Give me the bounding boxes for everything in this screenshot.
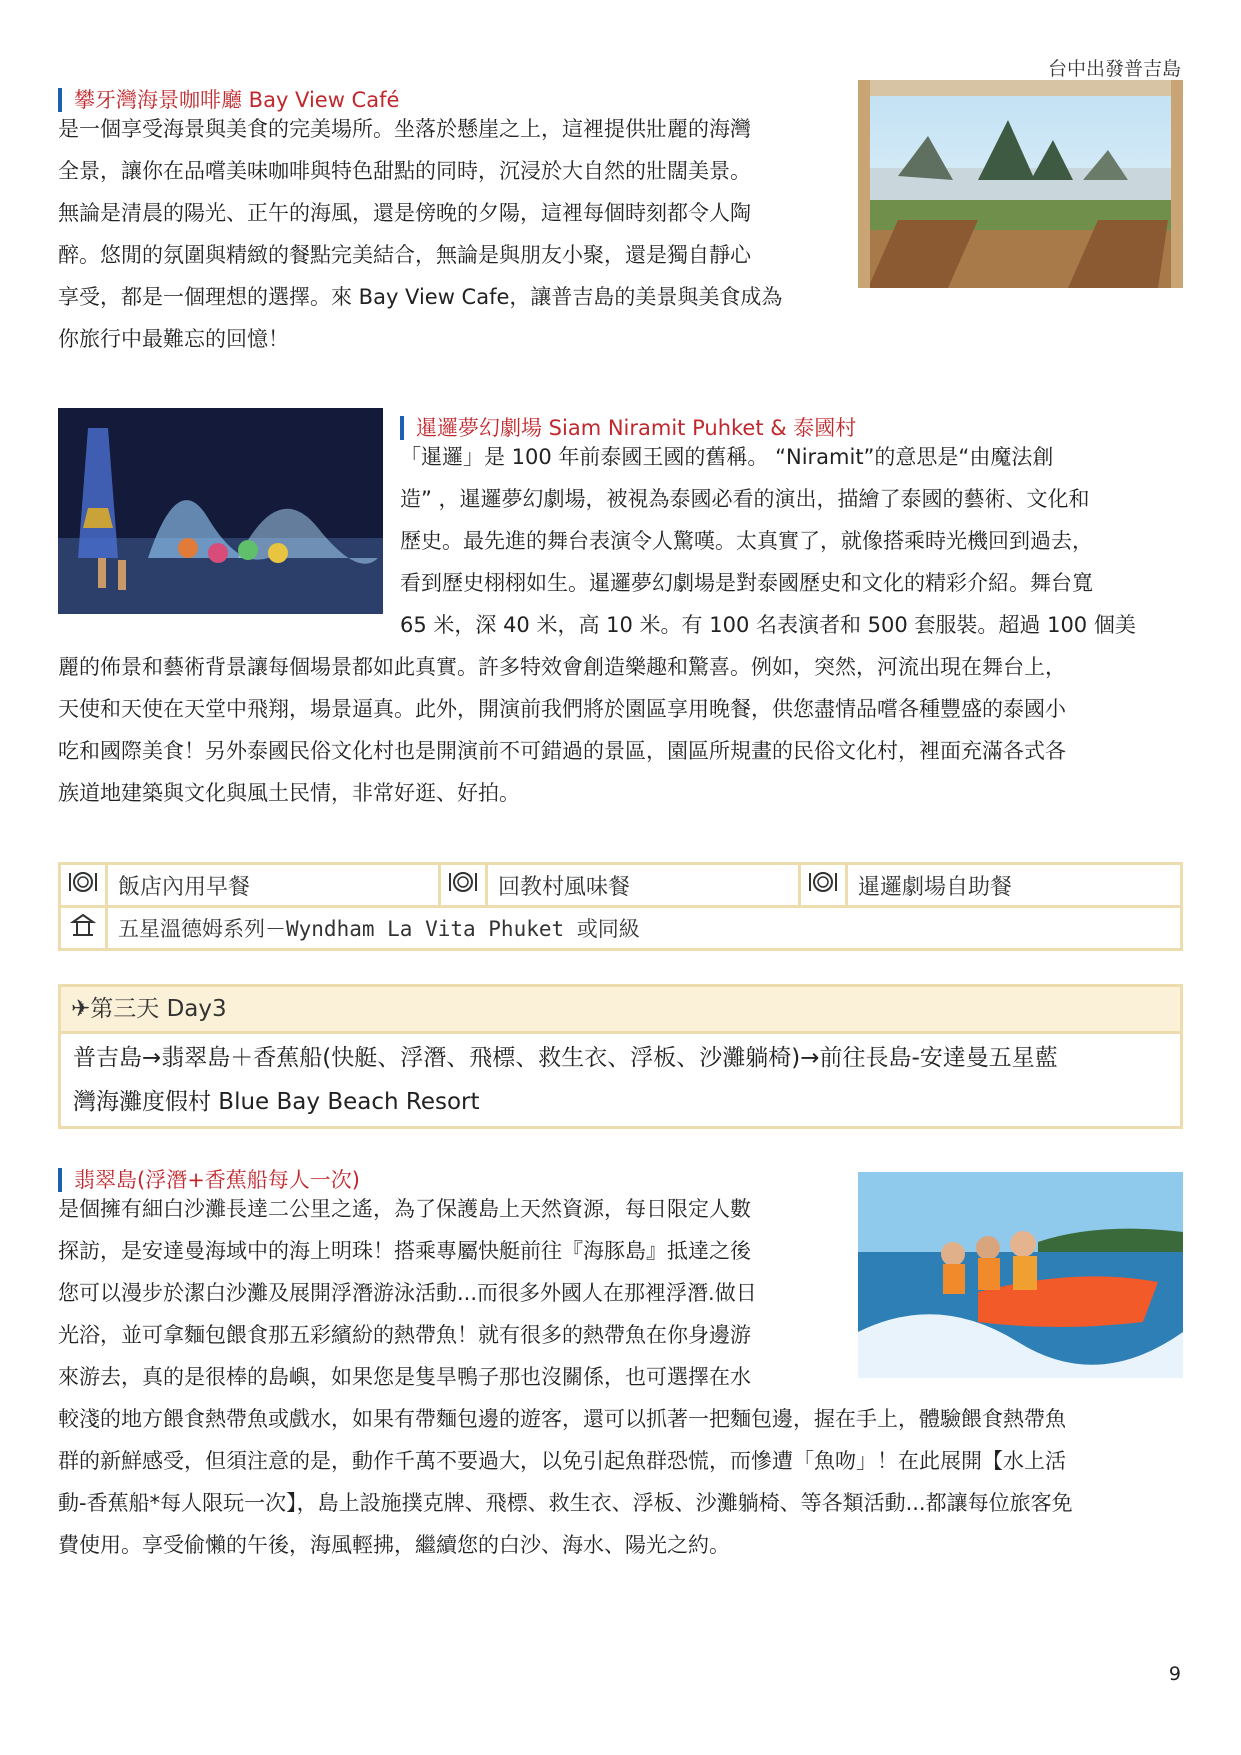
route-header: 台中出發普吉島 (1047, 58, 1181, 80)
text-line: 群的新鮮感受，但須注意的是，動作千萬不要過大，以免引起魚群恐慌，而慘遭「魚吻」！在此展開【水上活 (58, 1449, 1066, 1473)
lunch-cell: 回教村風味餐 (487, 864, 800, 907)
text-line: 造” ，暹邏夢幻劇場，被視為泰國必看的演出，描繪了泰國的藝術、文化和 (400, 487, 1090, 511)
niramit-title: 暹邏夢幻劇場 Siam Niramit Puhket & 泰國村 (400, 416, 856, 440)
meal-icon-cell (60, 864, 107, 907)
text-line: 是個擁有細白沙灘長達二公里之遙，為了保護島上天然資源，每日限定人數 (58, 1197, 751, 1221)
table-row (60, 907, 1182, 950)
table-row (60, 864, 1182, 907)
day3-heading: ✈第三天 Day3 (61, 987, 1180, 1034)
text-line: 族道地建築與文化與風土民情，非常好逛、好拍。 (58, 781, 520, 805)
niramit-photo (58, 408, 383, 614)
niramit-text-wide (58, 646, 1198, 814)
meal-icon-cell (440, 864, 487, 907)
plate-icon (807, 870, 839, 894)
text-line: 天使和天使在天堂中飛翔，場景逼真。此外，開演前我們將於園區享用晚餐，供您盡情品嚐各種豐盛的泰國小 (58, 697, 1066, 721)
text-line: 65 米，深 40 米，高 10 米。有 100 名表演者和 500 套服裝。超過 100 個美 (400, 613, 1136, 637)
text-line: 較淺的地方餵食熱帶魚或戲水，如果有帶麵包邊的遊客，還可以抓著一把麵包邊，握在手上，體驗餵食熱帶魚 (58, 1407, 1066, 1431)
text-line: 享受，都是一個理想的選擇。來 Bay View Cafe，讓普吉島的美景與美食成為 (58, 285, 783, 309)
hotel-icon-cell (60, 907, 107, 950)
text-line: 你旅行中最難忘的回憶！ (58, 327, 289, 351)
plate-icon (447, 870, 479, 894)
text-line: 吃和國際美食！另外泰國民俗文化村也是開演前不可錯過的景區，園區所規畫的民俗文化村，裡面充滿各式各 (58, 739, 1066, 763)
text-line: 歷史。最先進的舞台表演令人驚嘆。太真實了，就像搭乘時光機回到過去， (400, 529, 1093, 553)
meal-table (58, 862, 1183, 951)
bayview-photo (858, 80, 1183, 288)
emerald-text-narrow (58, 1188, 848, 1398)
text-line: 費使用。享受偷懶的午後，海風輕拂，繼續您的白沙、海水、陽光之約。 (58, 1533, 730, 1557)
text-line: 無論是清晨的陽光、正午的海風，還是傍晚的夕陽，這裡每個時刻都令人陶 (58, 201, 751, 225)
hotel-cell: 五星溫德姆系列－Wyndham La Vita Phuket 或同級 (107, 907, 1182, 950)
day3-route (61, 1034, 1180, 1126)
plate-icon (67, 870, 99, 894)
text-line: 是一個享受海景與美食的完美場所。坐落於懸崖之上，這裡提供壯麗的海灣 (58, 117, 751, 141)
text-line: 醉。悠閒的氛圍與精緻的餐點完美結合，無論是與朋友小聚，還是獨自靜心 (58, 243, 751, 267)
text-line: 灣海灘度假村 Blue Bay Beach Resort (73, 1089, 480, 1115)
meal-icon-cell (800, 864, 847, 907)
niramit-text-narrow (400, 436, 1190, 646)
day3-box (58, 984, 1183, 1129)
emerald-title: 翡翠島(浮潛+香蕉船每人一次) (58, 1168, 360, 1192)
dinner-cell: 暹邏劇場自助餐 (847, 864, 1182, 907)
text-line: 普吉島→翡翠島＋香蕉船(快艇、浮潛、飛標、救生衣、浮板、沙灘躺椅)→前往長島-安達曼五星藍 (73, 1045, 1058, 1071)
emerald-photo (858, 1172, 1183, 1378)
text-line: 「暹邏」是 100 年前泰國王國的舊稱。 “Niramit”的意思是“由魔法創 (400, 445, 1054, 469)
bayview-title: 攀牙灣海景咖啡廳 Bay View Café (58, 88, 399, 112)
text-line: 探訪，是安達曼海域中的海上明珠！搭乘專屬快艇前往『海豚島』抵達之後 (58, 1239, 751, 1263)
emerald-text-wide (58, 1398, 1198, 1566)
breakfast-cell: 飯店內用早餐 (107, 864, 440, 907)
bayview-text (58, 108, 848, 360)
text-line: 看到歷史栩栩如生。暹邏夢幻劇場是對泰國歷史和文化的精彩介紹。舞台寬 (400, 571, 1093, 595)
page-number: 9 (1168, 1663, 1181, 1685)
text-line: 光浴，並可拿麵包餵食那五彩繽紛的熱帶魚！就有很多的熱帶魚在你身邊游 (58, 1323, 751, 1347)
text-line: 來游去，真的是很棒的島嶼，如果您是隻旱鴨子那也沒關係，也可選擇在水 (58, 1365, 751, 1389)
text-line: 您可以漫步於潔白沙灘及展開浮潛游泳活動...而很多外國人在那裡浮潛.做日 (58, 1281, 757, 1305)
text-line: 麗的佈景和藝術背景讓每個場景都如此真實。許多特效會創造樂趣和驚喜。例如，突然，河流出現在舞台上， (58, 655, 1066, 679)
hotel-icon (70, 912, 96, 938)
text-line: 全景，讓你在品嚐美味咖啡與特色甜點的同時，沉浸於大自然的壯闊美景。 (58, 159, 751, 183)
text-line: 動-香蕉船*每人限玩一次】，島上設施撲克牌、飛標、救生衣、浮板、沙灘躺椅、等各類活動...都讓每位旅客免 (58, 1491, 1073, 1515)
